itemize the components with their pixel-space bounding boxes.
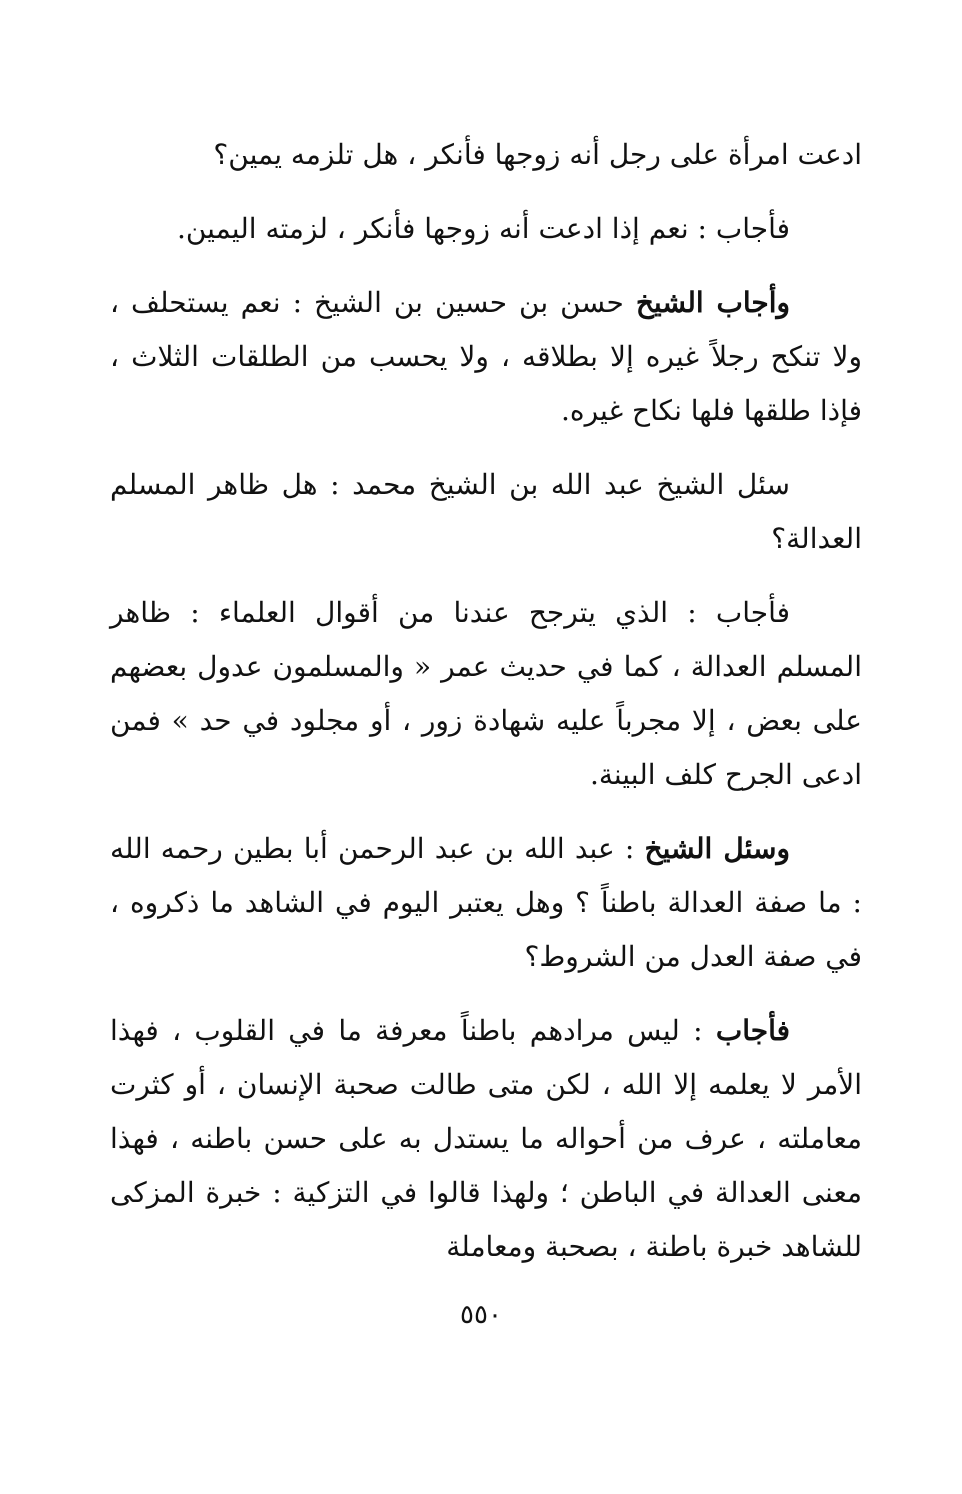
- paragraph-1: [110, 128, 862, 182]
- paragraph-text: فأجاب : نعم إذا ادعت أنه زوجها فأنكر ، لزمته اليمين.: [176, 212, 790, 245]
- paragraph-7: [110, 1004, 862, 1274]
- paragraph-lead: فأجاب: [715, 1014, 790, 1047]
- paragraph-text: حسن بن حسين بن الشيخ : نعم يستحلف ، ولا تنكح رجلاً غيره إلا بطلاقه ، ولا يحسب من الطلقات الثلاث ، فإذا طلقها فلها نكاح غيره.: [110, 286, 862, 427]
- paragraph-text: : ليس مرادهم باطناً معرفة ما في القلوب ، فهذا الأمر لا يعلمه إلا الله ، لكن متى طالت صحبة الإنسان ، أو كثرت معاملته ، عرف من أحواله ما يستدل به على حسن باطنه ، فهذا معنى العدالة في الباطن ؛ ولهذا قالوا في التزكية : خبرة المزكى للشاهد خبرة باطنة ، بصحبة ومعاملة: [110, 1014, 862, 1263]
- paragraph-text: ادعت امرأة على رجل أنه زوجها فأنكر ، هل تلزمه يمين؟: [213, 138, 862, 171]
- paragraph-3: [110, 276, 862, 438]
- paragraph-2: [110, 202, 862, 256]
- paragraph-5: [110, 586, 862, 802]
- paragraph-4: [110, 458, 862, 566]
- page-body: [110, 128, 862, 1294]
- paragraph-lead: وسئل الشيخ: [644, 832, 790, 865]
- paragraph-text: سئل الشيخ عبد الله بن الشيخ محمد : هل ظاهر المسلم العدالة؟: [110, 468, 862, 555]
- paragraph-text: : عبد الله بن عبد الرحمن أبا بطين رحمه الله : ما صفة العدالة باطناً ؟ وهل يعتبر اليوم في الشاهد ما ذكروه ، في صفة العدل من الشروط؟: [110, 832, 862, 973]
- page-number: ٥٥٠: [460, 1300, 502, 1330]
- paragraph-lead: وأجاب الشيخ: [635, 286, 790, 319]
- paragraph-text: فأجاب : الذي يترجح عندنا من أقوال العلماء : ظاهر المسلم العدالة ، كما في حديث عمر « والمسلمون عدول بعضهم على بعض ، إلا مجرباً عليه شهادة زور ، أو مجلود في حد » فمن ادعى الجرح كلف البينة.: [110, 596, 862, 791]
- paragraph-6: [110, 822, 862, 984]
